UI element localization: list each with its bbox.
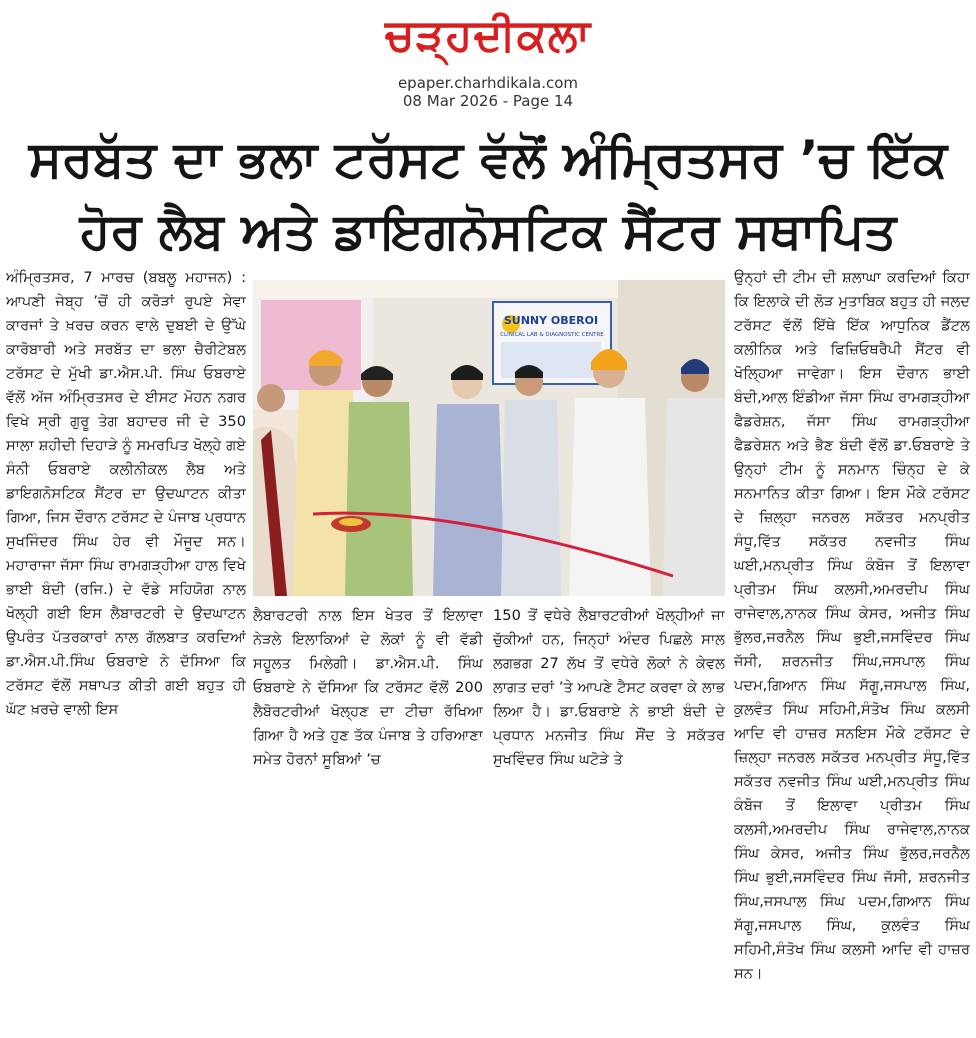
- news-photo: [253, 280, 725, 596]
- article-column-3: [493, 604, 725, 814]
- epaper-url[interactable]: epaper.charhdikala.com: [397, 74, 579, 92]
- banner-subtitle: CLINICAL LAB & DIAGNOSTIC CENTRE: [500, 332, 604, 338]
- article-text-col1: ਅੰਮ੍ਰਿਤਸਰ, 7 ਮਾਰਚ (ਬਬਲੂ ਮਹਾਜਨ) : ਆਪਣੀ ਜੇਬ੍ਹ ’ਚੋਂ ਹੀ ਕਰੋੜਾਂ ਰੁਪਏ ਸੇਵਾ ਕਾਰਜਾਂ ਤੇ ਖ਼ਰਚ ਕਰਨ ਵਾਲੇ ਦੁਬਈ ਦੇ ਉੱਘੇ ਕਾਰੋਬਾਰੀ ਅਤੇ ਸਰਬੱਤ ਦਾ ਭਲਾ ਚੈਰੀਟੇਬਲ ਟਰੱਸਟ ਦੇ ਮੁੱਖੀ ਡਾ.ਐਸ.ਪੀ. ਸਿੰਘ ਓਬਰਾਏ ਵੱਲੋਂ ਅੱਜ ਅੰਮ੍ਰਿਤਸਰ ਦੇ ਈਸਟ ਮੋਹਨ ਨਗਰ ਵਿਖੇ ਸ੍ਰੀ ਗੁਰੂ ਤੇਗ ਬਹਾਦਰ ਜੀ ਦੇ 350 ਸਾਲਾ ਸ਼ਹੀਦੀ ਦਿਹਾੜੇ ਨੂੰ ਸਮਰਪਿਤ ਖੋਲ੍ਹੇ ਗਏ ਸੰਨੀ ਓਬਰਾਏ ਕਲੀਨੀਕਲ ਲੈਬ ਅਤੇ ਡਾਇਗਨੋਸਟਿਕ ਸੈਂਟਰ ਦਾ ਉਦਘਾਟਨ ਕੀਤਾ ਗਿਆ, ਜਿਸ ਦੌਰਾਨ ਟਰੱਸਟ ਦੇ ਪੰਜਾਬ ਪ੍ਰਧਾਨ ਸੁਖਜਿੰਦਰ ਸਿੰਘ ਹੇਰ ਵੀ ਮੌਜੂਦ ਸਨ। ਮਹਾਰਾਜਾ ਜੱਸਾ ਸਿੰਘ ਰਾਮਗੜ੍ਹੀਆ ਹਾਲ ਵਿਖੇ ਭਾਈ ਬੰਦੀ (ਰਜਿ.) ਦੇ ਵੱਡੇ ਸਹਿਯੋਗ ਨਾਲ ਖੋਲ੍ਹੀ ਗਈ ਇਸ ਲੈਬਾਰਟਰੀ ਦੇ ਉਦਘਾਟਨ ਉਪਰੰਤ ਪੱਤਰਕਾਰਾਂ ਨਾਲ ਗੱਲਬਾਤ ਕਰਦਿਆਂ ਡਾ.ਐਸ.ਪੀ.ਸਿੰਘ ਓਬਰਾਏ ਨੇ ਦੱਸਿਆ ਕਿ ਟਰੱਸਟ ਵੱਲੋਂ ਸਥਾਪਤ ਕੀਤੀ ਗਈ ਬਹੁਤ ਹੀ ਘੱਟ ਖ਼ਰਚੇ ਵਾਲੀ ਇਸ: [6, 269, 246, 718]
- article-column-2: [253, 604, 483, 814]
- masthead: [0, 10, 976, 110]
- article-column-4: [734, 266, 970, 1036]
- article-text-col2: ਲੈਬਾਰਟਰੀ ਨਾਲ ਇਸ ਖੇਤਰ ਤੋਂ ਇਲਾਵਾ ਨੇੜਲੇ ਇਲਾਕਿਆਂ ਦੇ ਲੋਕਾਂ ਨੂੰ ਵੀ ਵੱਡੀ ਸਹੂਲਤ ਮਿਲੇਗੀ। ਡਾ.ਐਸ.ਪੀ. ਸਿੰਘ ਓਬਰਾਏ ਨੇ ਦੱਸਿਆ ਕਿ ਟਰੱਸਟ ਵੱਲੋਂ 200 ਲੈਬੋਰਟਰੀਆਂ ਖੋਲ੍ਹਣ ਦਾ ਟੀਚਾ ਰੱਖਿਆ ਗਿਆ ਹੈ ਅਤੇ ਹੁਣ ਤੱਕ ਪੰਜਾਬ ਤੇ ਹਰਿਆਣਾ ਸਮੇਤ ਹੋਰਨਾਂ ਸੂਬਿਆਂ ’ਚ: [253, 607, 483, 768]
- article-text-col3: 150 ਤੋਂ ਵਧੇਰੇ ਲੈਬਾਰਟਰੀਆਂ ਖੋਲ੍ਹੀਆਂ ਜਾ ਚੁੱਕੀਆਂ ਹਨ, ਜਿਨ੍ਹਾਂ ਅੰਦਰ ਪਿਛਲੇ ਸਾਲ ਲਗਭਗ 27 ਲੱਖ ਤੋਂ ਵਧੇਰੇ ਲੋਕਾਂ ਨੇ ਕੇਵਲ ਲਾਗਤ ਦਰਾਂ ’ਤੇ ਆਪਣੇ ਟੈਸਟ ਕਰਵਾ ਕੇ ਲਾਭ ਲਿਆ ਹੈ। ਡਾ.ਓਬਰਾਏ ਨੇ ਭਾਈ ਬੰਦੀ ਦੇ ਪ੍ਰਧਾਨ ਮਨਜੀਤ ਸਿੰਘ ਸੌਂਦ ਤੇ ਸਕੱਤਰ ਸੁਖਵਿੰਦਰ ਸਿੰਘ ਘਟੋੜੇ ਤੇ: [493, 607, 725, 768]
- newspaper-logo[interactable]: ਚੜ੍ਹਦੀਕਲਾ: [384, 10, 592, 61]
- headline-line-1: ਸਰਬੱਤ ਦਾ ਭਲਾ ਟਰੱਸਟ ਵੱਲੋਂ ਅੰਮ੍ਰਿਤਸਰ ’ਚ ਇੱਕ: [28, 130, 948, 188]
- banner-title: SUNNY OBEROI: [503, 314, 599, 327]
- article-text-col4: ਉਨ੍ਹਾਂ ਦੀ ਟੀਮ ਦੀ ਸ਼ਲਾਘਾ ਕਰਦਿਆਂ ਕਿਹਾ ਕਿ ਇਲਾਕੇ ਦੀ ਲੋੜ ਮੁਤਾਬਿਕ ਬਹੁਤ ਹੀ ਜਲਦ ਟਰੱਸਟ ਵੱਲੋਂ ਇੱਥੇ ਇੱਕ ਆਧੁਨਿਕ ਡੈਂਟਲ ਕਲੀਨਿਕ ਅਤੇ ਫਿਜ਼ਿਓਥਰੈਪੀ ਸੈਂਟਰ ਵੀ ਖੋਲ੍ਹਿਆ ਜਾਵੇਗਾ। ਇਸ ਦੌਰਾਨ ਭਾਈ ਬੰਦੀ,ਆਲ ਇੰਡੀਆ ਜੱਸਾ ਸਿੰਘ ਰਾਮਗੜ੍ਹੀਆ ਫੈਡਰੇਸ਼ਨ, ਜੱਸਾ ਸਿੰਘ ਰਾਮਗੜ੍ਹੀਆ ਫੈਡਰੇਸ਼ਨ ਅਤੇ ਭੈਣ ਬੰਦੀ ਵੱਲੋਂ ਡਾ.ਓਬਰਾਏ ਤੇ ਉਨ੍ਹਾਂ ਟੀਮ ਨੂੰ ਸਨਮਾਨ ਚਿੰਨ੍ਹ ਦੇ ਕੇ ਸਨਮਾਨਿਤ ਕੀਤਾ ਗਿਆ। ਇਸ ਮੌਕੇ ਟਰੱਸਟ ਦੇ ਜ਼ਿਲ੍ਹਾ ਜਨਰਲ ਸਕੱਤਰ ਮਨਪ੍ਰੀਤ ਸੰਧੂ,ਵਿੱਤ ਸਕੱਤਰ ਨਵਜੀਤ ਸਿੰਘ ਘਈ,ਮਨਪ੍ਰੀਤ ਸਿੰਘ ਕੰਬੋਜ ਤੋਂ ਇਲਾਵਾ ਪ੍ਰੀਤਮ ਸਿੰਘ ਕਲਸੀ,ਅਮਰਦੀਪ ਸਿੰਘ ਰਾਜੇਵਾਲ,ਨਾਨਕ ਸਿੰਘ ਕੇਸਰ, ਅਜੀਤ ਸਿੰਘ ਭੁੱਲਰ,ਜਰਨੈਲ ਸਿੰਘ ਭੁਈ,ਜਸਵਿੰਦਰ ਸਿੰਘ ਜੱਸੀ, ਸ਼ਰਨਜੀਤ ਸਿੰਘ,ਜਸਪਾਲ ਸਿੰਘ ਪਦਮ,ਗਿਆਨ ਸਿੰਘ ਸੱਗੂ,ਜਸਪਾਲ ਸਿੰਘ, ਕੁਲਵੰਤ ਸਿੰਘ ਸਹਿਮੀ,ਸੰਤੋਖ ਸਿੰਘ ਕਲਸੀ ਆਦਿ ਵੀ ਹਾਜ਼ਰ ਸਨਇਸ ਮੌਕੇ ਟਰੱਸਟ ਦੇ ਜ਼ਿਲ੍ਹਾ ਜਨਰਲ ਸਕੱਤਰ ਮਨਪ੍ਰੀਤ ਸੰਧੂ,ਵਿੱਤ ਸਕੱਤਰ ਨਵਜੀਤ ਸਿੰਘ ਘਈ,ਮਨਪ੍ਰੀਤ ਸਿੰਘ ਕੰਬੋਜ ਤੋਂ ਇਲਾਵਾ ਪ੍ਰੀਤਮ ਸਿੰਘ ਕਲਸੀ,ਅਮਰਦੀਪ ਸਿੰਘ ਰਾਜੇਵਾਲ,ਨਾਨਕ ਸਿੰਘ ਕੇਸਰ, ਅਜੀਤ ਸਿੰਘ ਭੁੱਲਰ,ਜਰਨੈਲ ਸਿੰਘ ਭੁਈ,ਜਸਵਿੰਦਰ ਸਿੰਘ ਜੱਸੀ, ਸ਼ਰਨਜੀਤ ਸਿੰਘ,ਜਸਪਾਲ ਸਿੰਘ ਪਦਮ,ਗਿਆਨ ਸਿੰਘ ਸੱਗੂ,ਜਸਪਾਲ ਸਿੰਘ, ਕੁਲਵੰਤ ਸਿੰਘ ਸਹਿਮੀ,ਸੰਤੋਖ ਸਿੰਘ ਕਲਸੀ ਆਦਿ ਵੀ ਹਾਜ਼ਰ ਸਨ।: [734, 269, 970, 982]
- edition-dateline: 08 Mar 2026 - Page 14: [402, 92, 574, 110]
- headline-line-2: ਹੋਰ ਲੈਬ ਅਤੇ ਡਾਇਗਨੋਸਟਿਕ ਸੈਂਟਰ ਸਥਾਪਿਤ: [79, 202, 897, 260]
- article-column-1: [6, 266, 246, 814]
- inauguration-photo-illustration: [253, 280, 725, 596]
